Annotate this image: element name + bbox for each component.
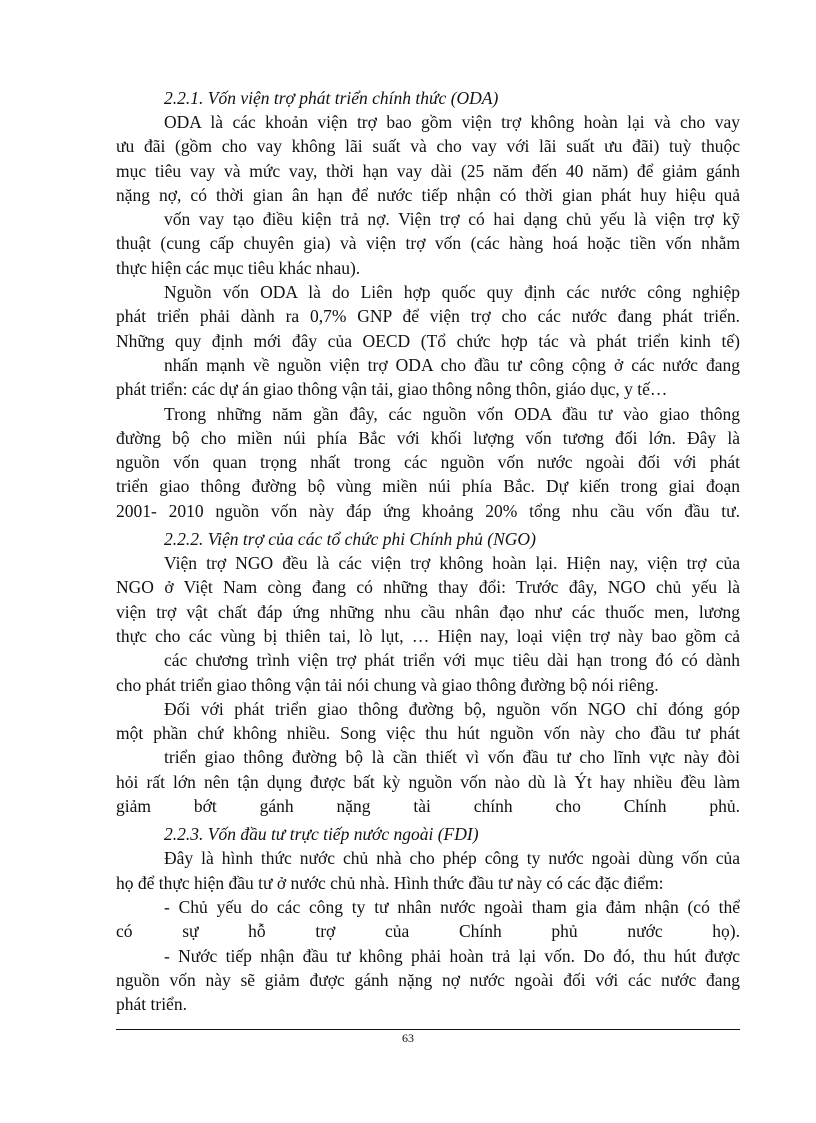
text-line: viện trợ vật chất đáp ứng những nhu cầu nhân đạo như các thuốc men, lương <box>116 601 740 622</box>
paragraph-ngo-definition <box>116 551 740 697</box>
text-line: NGO ở Việt Nam còng đang có những thay đổi: Trước đây, NGO chủ yếu là <box>116 577 740 598</box>
section-heading-ngo: 2.2.2. Viện trợ của các tổ chức phi Chính phủ (NGO) <box>164 529 536 550</box>
text-line: ưu đãi (gồm cho vay không lãi suất và cho vay với lãi suất ưu đãi) tuỳ thuộc <box>116 136 740 157</box>
footer-divider <box>116 1029 740 1030</box>
text-line: đường bộ cho miền núi phía Bắc với khối lượng vốn tương đối lớn. Đây là <box>116 427 740 448</box>
text-line: nguồn vốn này sẽ giảm được gánh nặng nợ nước ngoài đối với các nước đang <box>116 969 740 990</box>
text-line: vốn vay tạo điều kiện trả nợ. Viện trợ có hai dạng chủ yếu là viện trợ kỹ <box>164 209 740 230</box>
text-line: Đây là hình thức nước chủ nhà cho phép công ty nước ngoài dùng vốn của <box>164 848 740 869</box>
text-line: có sự hỗ trợ của Chính phủ nước họ). <box>116 921 740 942</box>
text-line: ODA là các khoản viện trợ bao gồm viện trợ không hoàn lại và cho vay <box>164 112 740 132</box>
text-line: nguồn vốn quan trọng nhất trong các nguồn vốn nước ngoài đối với phát <box>116 452 740 473</box>
text-line: Nguồn vốn ODA là do Liên hợp quốc quy định các nước công nghiệp <box>164 282 740 303</box>
text-line: - Nước tiếp nhận đầu tư không phải hoàn trả lại vốn. Do đó, thu hút được <box>164 945 740 966</box>
text-line: thuật (cung cấp chuyên gia) và viện trợ vốn (các hàng hoá hoặc tiền vốn nhằm <box>116 233 740 254</box>
text-line: cho phát triển giao thông vận tải nói chung và giao thông đường bộ nói riêng. <box>116 674 659 695</box>
text-line: phát triển phải dành ra 0,7% GNP để viện trợ cho các nước đang phát triển. <box>116 306 740 327</box>
paragraph-oda-recent <box>116 402 740 523</box>
paragraph-fdi-feature-1 <box>116 895 740 944</box>
text-line: - Chủ yếu do các công ty tư nhân nước ngoài tham gia đảm nhận (có thể <box>164 896 740 917</box>
text-line: triển giao thông đường bộ vùng miền núi phía Bắc. Dự kiến trong giai đoạn <box>116 476 740 497</box>
section-heading-oda: 2.2.1. Vốn viện trợ phát triển chính thức (ODA) <box>164 88 499 108</box>
text-line: phát triển: các dự án giao thông vận tải, giao thông nông thôn, giáo dục, y tế… <box>116 379 668 400</box>
text-line: Viện trợ NGO đều là các viện trợ không hoàn lại. Hiện nay, viện trợ của <box>164 553 740 574</box>
page-number: 63 <box>402 1031 414 1045</box>
paragraph-oda-definition <box>116 110 740 280</box>
text-line: Đối với phát triển giao thông đường bộ, nguồn vốn NGO chỉ đóng góp <box>164 698 740 719</box>
text-line: nặng nợ, có thời gian ân hạn để nước tiếp nhận có thời gian phát huy hiệu quả <box>116 184 740 205</box>
text-line: Những quy định mới đây của OECD (Tổ chức hợp tác và phát triển kinh tế) <box>116 330 740 351</box>
text-line: thực cho các vùng bị thiên tai, lò lụt, … Hiện nay, loại viện trợ này bao gồm cả <box>116 625 740 646</box>
text-line: các chương trình viện trợ phát triển với mục tiêu dài hạn trong đó có dành <box>164 650 740 671</box>
paragraph-ngo-road <box>116 697 740 818</box>
text-line: Trong những năm gần đây, các nguồn vốn ODA đầu tư vào giao thông <box>164 403 740 424</box>
section-heading-fdi: 2.2.3. Vốn đầu tư trực tiếp nước ngoài (FDI) <box>164 824 479 845</box>
text-line: thực hiện các mục tiêu khác nhau). <box>116 257 361 278</box>
text-line: nhấn mạnh về nguồn viện trợ ODA cho đầu tư công cộng ở các nước đang <box>164 354 740 375</box>
text-line: họ để thực hiện đầu tư ở nước chủ nhà. Hình thức đầu tư này có các đặc điểm: <box>116 872 664 893</box>
paragraph-fdi-definition <box>116 846 740 895</box>
paragraph-oda-source <box>116 280 740 401</box>
page-body <box>116 86 740 1016</box>
text-line: giảm bớt gánh nặng tài chính cho Chính phủ. <box>116 796 740 817</box>
text-line: 2001- 2010 nguồn vốn này đáp ứng khoảng 20% tổng nhu cầu vốn đầu tư. <box>116 500 740 521</box>
text-line: triển giao thông đường bộ là cần thiết vì vốn đầu tư cho lĩnh vực này đòi <box>164 747 740 768</box>
text-line: phát triển. <box>116 994 187 1015</box>
text-line: mục tiêu vay và mức vay, thời hạn vay dài (25 năm đến 40 năm) để giảm gánh <box>116 160 740 181</box>
text-line: một phần chứ không nhiều. Song việc thu hút nguồn vốn này cho đầu tư phát <box>116 723 740 744</box>
text-line: hỏi rất lớn nên tận dụng được bất kỳ nguồn vốn nào dù là Ýt hay nhiều đều làm <box>116 771 740 792</box>
paragraph-fdi-feature-2 <box>116 944 740 1017</box>
